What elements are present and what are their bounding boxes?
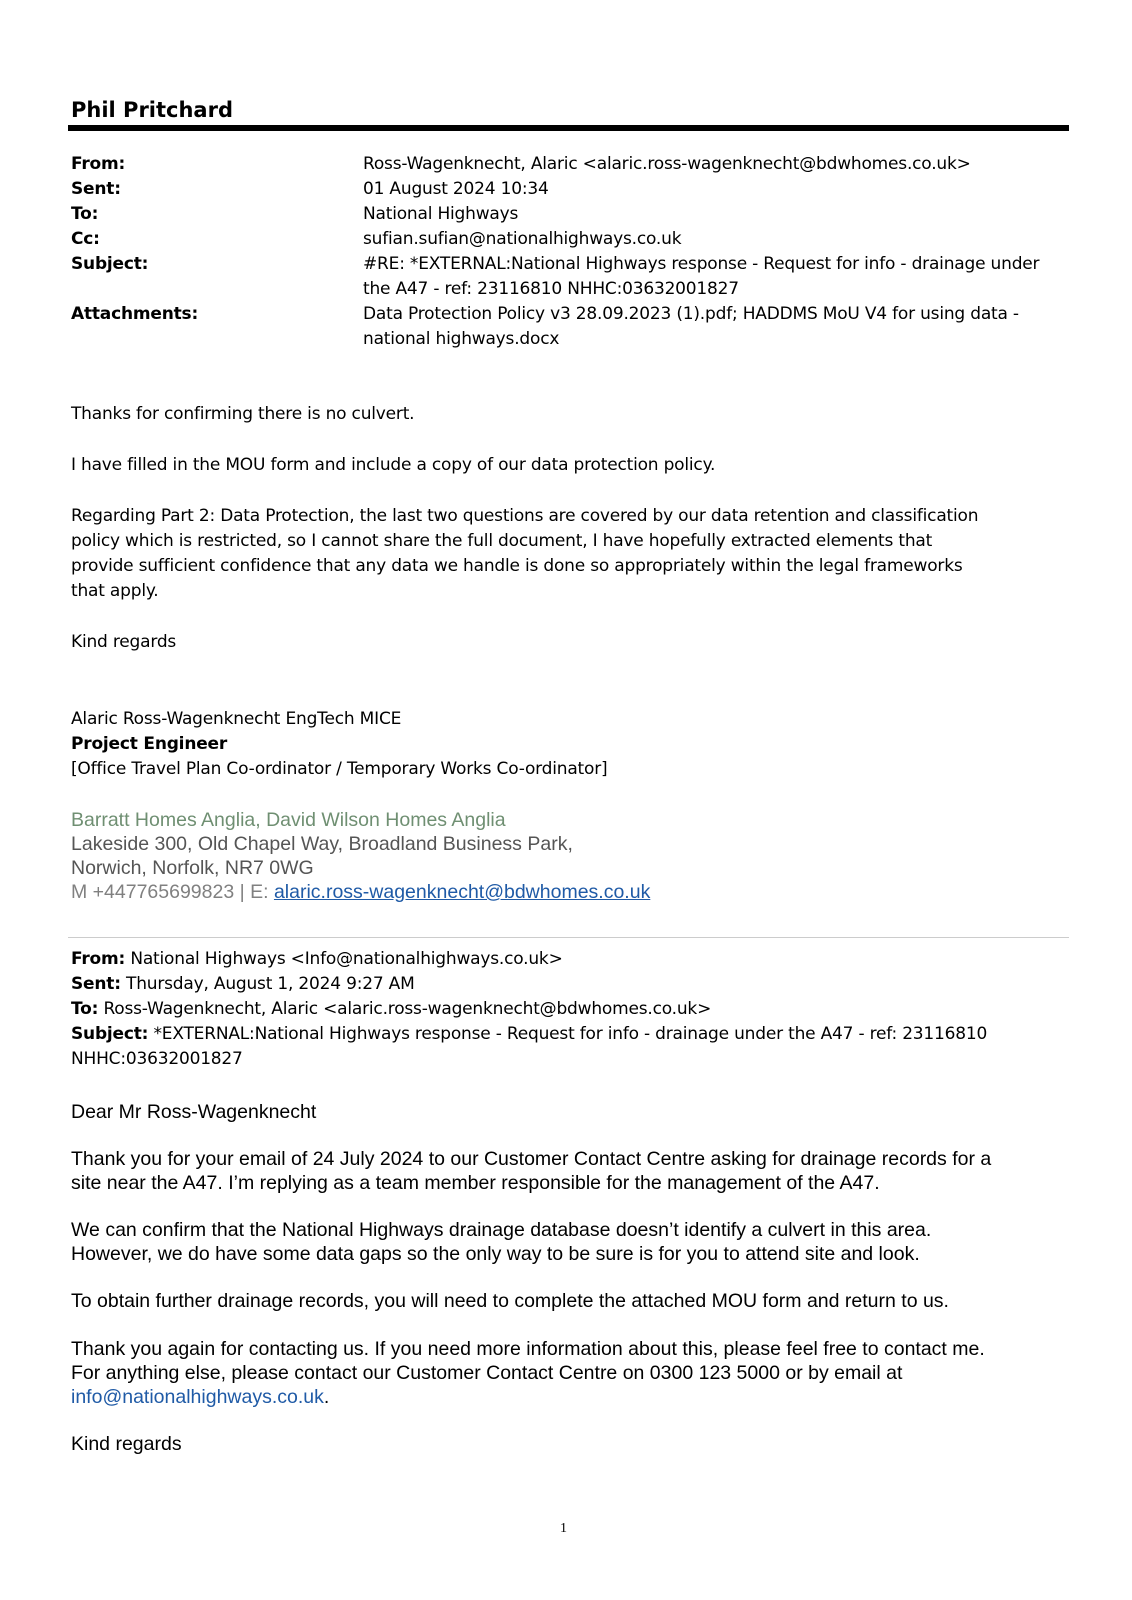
quoted-paragraph-4-line-3	[71, 1386, 329, 1409]
signature-address-1: Lakeside 300, Old Chapel Way, Broadland Business Park,	[71, 833, 573, 855]
quoted-paragraph-2-line-2: However, we do have some data gaps so the only way to be sure is for you to attend site and look.	[71, 1243, 920, 1265]
to-value: National Highways	[363, 204, 519, 224]
quoted-subject-line-2: NHHC:03632001827	[71, 1049, 243, 1069]
quoted-from-line	[71, 949, 563, 969]
attachments-label: Attachments:	[71, 304, 199, 324]
quoted-to-label: To:	[71, 999, 99, 1019]
body-paragraph-3-line-1: Regarding Part 2: Data Protection, the last two questions are covered by our data retention and classification	[71, 506, 979, 526]
quoted-greeting: Dear Mr Ross-Wagenknecht	[71, 1101, 317, 1123]
quoted-from-value: National Highways <Info@nationalhighways.co.uk>	[130, 949, 563, 969]
attachments-line-1[interactable]: Data Protection Policy v3 28.09.2023 (1).pdf; HADDMS MoU V4 for using data -	[363, 304, 1019, 324]
cc-label: Cc:	[71, 229, 100, 249]
quoted-subject-value-1: *EXTERNAL:National Highways response - Request for info - drainage under the A47 - ref: 23116810	[153, 1024, 988, 1044]
quoted-sent-label: Sent:	[71, 974, 121, 994]
cc-value: sufian.sufian@nationalhighways.co.uk	[363, 229, 682, 249]
subject-label: Subject:	[71, 254, 149, 274]
sent-label: Sent:	[71, 179, 121, 199]
quoted-paragraph-1-line-2: site near the A47. I’m replying as a team member responsible for the management of the A47.	[71, 1172, 880, 1194]
quoted-sent-value: Thursday, August 1, 2024 9:27 AM	[126, 974, 415, 994]
body-paragraph-3-line-3: provide sufficient confidence that any data we handle is done so appropriately within the legal frameworks	[71, 556, 963, 576]
quoted-paragraph-4-line-1: Thank you again for contacting us. If you need more information about this, please feel free to contact me.	[71, 1338, 985, 1360]
quoted-subject-line-1	[71, 1024, 987, 1044]
body-paragraph-2: I have filled in the MOU form and include a copy of our data protection policy.	[71, 455, 716, 475]
quoted-divider	[68, 937, 1069, 938]
signature-address-2: Norwich, Norfolk, NR7 0WG	[71, 857, 314, 879]
signature-email-link[interactable]: alaric.ross-wagenknecht@bdwhomes.co.uk	[273, 881, 651, 903]
body-signoff: Kind regards	[71, 632, 177, 652]
quoted-to-value: Ross-Wagenknecht, Alaric <alaric.ross-wagenknecht@bdwhomes.co.uk>	[103, 999, 712, 1019]
attachments-line-2[interactable]: national highways.docx	[363, 329, 560, 349]
to-label: To:	[71, 204, 99, 224]
signature-phone: M +447765699823 | E:	[71, 881, 274, 903]
quoted-subject-label: Subject:	[71, 1024, 149, 1044]
body-paragraph-3-line-4: that apply.	[71, 581, 159, 601]
signature-roles-extra: [Office Travel Plan Co-ordinator / Temporary Works Co-ordinator]	[71, 759, 608, 779]
signature-role: Project Engineer	[71, 734, 228, 754]
quoted-from-label: From:	[71, 949, 126, 969]
quoted-sent-line	[71, 974, 415, 994]
subject-line-1: #RE: *EXTERNAL:National Highways response - Request for info - drainage under	[363, 254, 1040, 274]
quoted-signoff: Kind regards	[71, 1433, 182, 1455]
page-title: Phil Pritchard	[71, 98, 233, 122]
body-paragraph-3-line-2: policy which is restricted, so I cannot share the full document, I have hopefully extracted elements that	[71, 531, 933, 551]
body-paragraph-1: Thanks for confirming there is no culvert.	[71, 404, 415, 424]
title-rule	[68, 125, 1069, 131]
quoted-paragraph-4-line-2: For anything else, please contact our Customer Contact Centre on 0300 123 5000 or by email at	[71, 1362, 903, 1384]
signature-contact-line	[71, 881, 650, 904]
signature-name: Alaric Ross-Wagenknecht EngTech MICE	[71, 709, 402, 729]
quoted-to-line	[71, 999, 711, 1019]
quoted-period: .	[323, 1386, 330, 1408]
from-label: From:	[71, 154, 126, 174]
subject-line-2: the A47 - ref: 23116810 NHHC:03632001827	[363, 279, 739, 299]
quoted-paragraph-2-line-1: We can confirm that the National Highways drainage database doesn’t identify a culvert in this area.	[71, 1219, 932, 1241]
signature-company: Barratt Homes Anglia, David Wilson Homes Anglia	[71, 809, 506, 831]
page-number: 1	[560, 1521, 567, 1536]
from-value: Ross-Wagenknecht, Alaric <alaric.ross-wagenknecht@bdwhomes.co.uk>	[363, 154, 971, 174]
quoted-paragraph-3: To obtain further drainage records, you will need to complete the attached MOU form and return to us.	[71, 1290, 949, 1312]
quoted-contact-email[interactable]: info@nationalhighways.co.uk	[71, 1386, 324, 1408]
quoted-paragraph-1-line-1: Thank you for your email of 24 July 2024 to our Customer Contact Centre asking for drainage records for a	[71, 1148, 992, 1170]
sent-value: 01 August 2024 10:34	[363, 179, 549, 199]
